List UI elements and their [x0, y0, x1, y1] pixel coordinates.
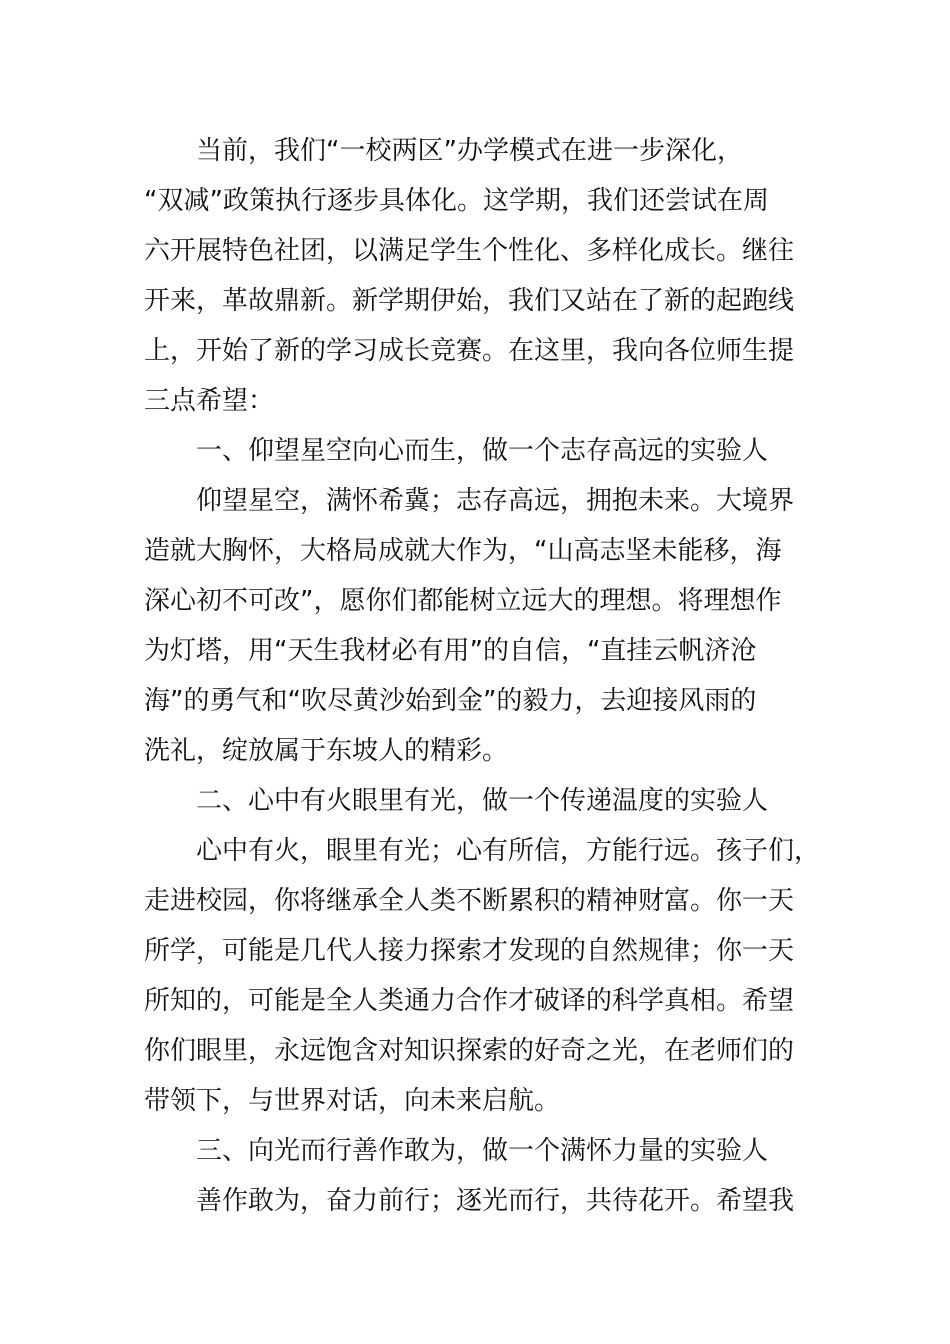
text-line: “双减”政策执行逐步具体化。这学期，我们还尝试在周 [144, 186, 769, 216]
text-line: 造就大胸怀，大格局成就大作为，“山高志坚未能移，海 [144, 536, 782, 566]
text-line: 走进校园，你将继承全人类不断累积的精神财富。你一天 [144, 886, 795, 916]
text-line: 心中有火，眼里有光；心有所信，方能行远。孩子们， [196, 836, 821, 866]
text-line: 深心初不可改”，愿你们都能树立远大的理想。将理想作 [144, 586, 782, 616]
section-heading: 二、心中有火眼里有光，做一个传递温度的实验人 [196, 786, 769, 816]
text-line: 上，开始了新的学习成长竞赛。在这里，我向各位师生提 [144, 336, 795, 366]
text-line: 六开展特色社团，以满足学生个性化、多样化成长。继往 [144, 236, 795, 266]
text-line: 洗礼，绽放属于东坡人的精彩。 [144, 736, 509, 766]
section-heading: 三、向光而行善作敢为，做一个满怀力量的实验人 [196, 1136, 769, 1166]
document-body [144, 126, 844, 1226]
text-line: 所知的，可能是全人类通力合作才破译的科学真相。希望 [144, 986, 795, 1016]
text-line: 仰望星空，满怀希冀；志存高远，拥抱未来。大境界 [196, 486, 795, 516]
text-line: 当前，我们“一校两区”办学模式在进一步深化， [196, 136, 743, 166]
text-line: 开来，革故鼎新。新学期伊始，我们又站在了新的起跑线 [144, 286, 795, 316]
text-line: 所学，可能是几代人接力探索才发现的自然规律；你一天 [144, 936, 795, 966]
text-line: 三点希望： [144, 386, 275, 416]
text-line: 带领下，与世界对话，向未来启航。 [144, 1086, 561, 1116]
text-line: 善作敢为，奋力前行；逐光而行，共待花开。希望我 [196, 1186, 795, 1216]
text-line: 海”的勇气和“吹尽黄沙始到金”的毅力，去迎接风雨的 [144, 686, 757, 716]
section-heading: 一、仰望星空向心而生，做一个志存高远的实验人 [196, 436, 769, 466]
text-line: 为灯塔，用“天生我材必有用”的自信，“直挂云帆济沧 [144, 636, 757, 666]
text-line: 你们眼里，永远饱含对知识探索的好奇之光，在老师们的 [144, 1036, 795, 1066]
